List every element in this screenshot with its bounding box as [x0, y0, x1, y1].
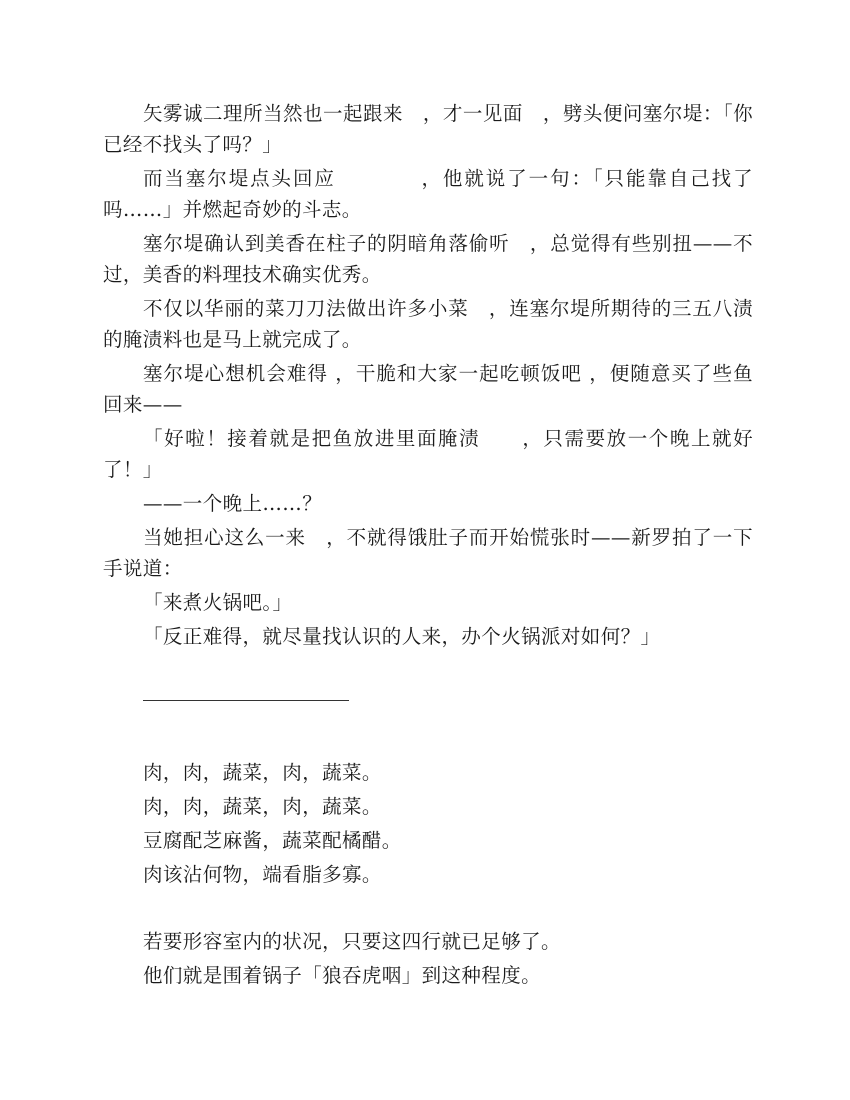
paragraph: 「来煮火锅吧。」 — [143, 591, 293, 614]
paragraph: 不仅以华丽的菜刀刀法做出许多小菜 ，连塞尔堤所期待的三五八渍的腌渍料也是马上就完成了。 — [103, 297, 753, 351]
paragraph: 矢雾诚二理所当然也一起跟来 ，才一见面 ，劈头便问塞尔堤：「你已经不找头了吗？」 — [103, 102, 753, 156]
paragraph: ——一个晚上……？ — [143, 492, 323, 515]
paragraph: 他们就是围着锅子「狼吞虎咽」到这种程度。 — [143, 964, 542, 987]
poem-line: 肉，肉，蔬菜，肉，蔬菜。 — [143, 795, 382, 818]
paragraph: 「反正难得，就尽量找认识的人来，办个火锅派对如何？」 — [143, 625, 661, 648]
paragraph: 塞尔堤心想机会难得 ，干脆和大家一起吃顿饭吧 ，便随意买了些鱼回来—— — [103, 362, 753, 416]
paragraph: 当她担心这么一来 ，不就得饿肚子而开始慌张时——新罗拍了一下手说道： — [103, 526, 753, 580]
section-divider — [143, 700, 349, 701]
paragraph: 若要形容室内的状况，只要这四行就已足够了。 — [143, 930, 561, 953]
blank-line — [103, 890, 753, 926]
paragraph: 「好啦！接着就是把鱼放进里面腌渍 ，只需要放一个晚上就好了！」 — [103, 427, 753, 481]
poem-line: 肉该沾何物，端看脂多寡。 — [143, 863, 382, 886]
poem-line: 豆腐配芝麻酱，蔬菜配橘醋。 — [143, 829, 402, 852]
paragraph: 塞尔堤确认到美香在柱子的阴暗角落偷听 ，总觉得有些别扭——不过，美香的料理技术确实优秀。 — [103, 232, 753, 286]
document-page — [103, 98, 753, 991]
paragraph: 而当塞尔堤点头回应 ，他就说了一句：「只能靠自己找了吗……」并燃起奇妙的斗志。 — [103, 167, 753, 221]
poem-line: 肉，肉，蔬菜，肉，蔬菜。 — [143, 761, 382, 784]
